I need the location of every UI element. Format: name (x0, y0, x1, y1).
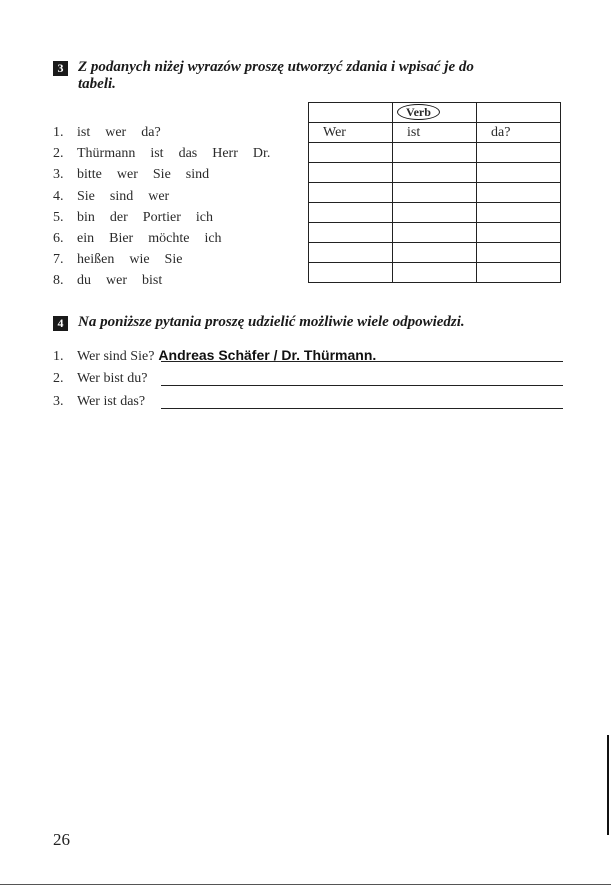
word: da? (141, 125, 161, 140)
exercise-3-number-badge: 3 (53, 61, 68, 76)
exercise-4-number-badge: 4 (53, 316, 68, 331)
table-cell-blank[interactable] (393, 183, 477, 203)
item-number: 8. (53, 273, 64, 288)
item-number: 7. (53, 252, 64, 267)
word-list-item (53, 125, 176, 141)
table-cell-blank[interactable] (309, 223, 393, 243)
word: heißen (77, 252, 115, 267)
page-bottom-edge (0, 884, 611, 885)
table-cell-blank[interactable] (309, 203, 393, 223)
table-header-cell (309, 103, 393, 123)
page-edge-mark (607, 735, 609, 835)
table-cell-blank[interactable] (477, 223, 561, 243)
word: bist (142, 273, 163, 288)
word-list-item (53, 273, 177, 289)
question-row (53, 371, 563, 389)
word: Thürmann (77, 146, 136, 161)
table-cell-blank[interactable] (477, 143, 561, 163)
page-number: 26 (53, 830, 70, 849)
item-number: 1. (53, 125, 64, 140)
word: ich (204, 231, 222, 246)
word: wer (116, 167, 138, 182)
table-empty-row (309, 223, 561, 243)
table-empty-row (309, 143, 561, 163)
table-cell-blank[interactable] (309, 163, 393, 183)
table-cell-blank[interactable] (393, 163, 477, 183)
word: Bier (109, 231, 134, 246)
question-number: 1. (53, 349, 64, 364)
answer-text: Andreas Schäfer / Dr. Thürmann. (158, 347, 377, 363)
table-cell-blank[interactable] (393, 203, 477, 223)
word: ist (77, 125, 91, 140)
question-number: 3. (53, 394, 64, 409)
table-cell: Wer (309, 123, 393, 143)
word-list-item (53, 252, 197, 268)
word: ist (150, 146, 164, 161)
item-number: 4. (53, 189, 64, 204)
word-list-item (53, 167, 224, 183)
table-cell-blank[interactable] (393, 243, 477, 263)
answer-line[interactable] (161, 361, 563, 362)
word: wer (105, 125, 127, 140)
word: Sie (152, 167, 171, 182)
word: bin (77, 210, 95, 225)
word: bitte (77, 167, 102, 182)
word: Portier (142, 210, 181, 225)
table-empty-row (309, 203, 561, 223)
table-header-row (309, 103, 561, 123)
word-list-item (53, 146, 285, 162)
word: möchte (148, 231, 190, 246)
table-cell-blank[interactable] (477, 263, 561, 283)
word: der (109, 210, 128, 225)
answer-line[interactable] (161, 385, 563, 386)
question-number: 2. (53, 371, 64, 386)
word-list-item (53, 231, 237, 247)
table-empty-row (309, 163, 561, 183)
word: sind (109, 189, 134, 204)
exercise-3-answer-table (308, 102, 561, 283)
table-cell-blank[interactable] (393, 223, 477, 243)
answer-line[interactable] (161, 408, 563, 409)
question-text: Wer bist du? (77, 371, 148, 386)
item-number: 2. (53, 146, 64, 161)
table-cell-blank[interactable] (477, 243, 561, 263)
table-empty-row (309, 243, 561, 263)
item-number: 3. (53, 167, 64, 182)
table-cell-blank[interactable] (309, 243, 393, 263)
word: Sie (77, 189, 95, 204)
table-cell-blank[interactable] (477, 183, 561, 203)
exercise-3-title-line1: Z podanych niżej wyrazów proszę utworzyć zdania i wpisać je do (78, 59, 474, 75)
table-cell-blank[interactable] (309, 143, 393, 163)
table-cell: ist (393, 123, 477, 143)
table-header-cell-verb (393, 103, 477, 123)
table-empty-row (309, 263, 561, 283)
word-list-item (53, 189, 184, 205)
table-cell-blank[interactable] (393, 263, 477, 283)
verb-label: Verb (397, 104, 440, 120)
word: sind (185, 167, 210, 182)
question-row (53, 347, 563, 365)
word: ein (77, 231, 95, 246)
exercise-4-title: Na poniższe pytania proszę udzielić możliwie wiele odpowiedzi. (78, 314, 465, 330)
table-cell-blank[interactable] (477, 203, 561, 223)
table-empty-row (309, 183, 561, 203)
word: das (178, 146, 198, 161)
table-example-row (309, 123, 561, 143)
question-text: Wer ist das? (77, 394, 146, 409)
table-cell-blank[interactable] (477, 163, 561, 183)
question-text: Wer sind Sie? (77, 349, 155, 364)
table-cell-blank[interactable] (309, 263, 393, 283)
exercise-3-title-line2: tabeli. (78, 76, 116, 92)
word: wer (106, 273, 127, 288)
table-cell-blank[interactable] (393, 143, 477, 163)
word: wie (129, 252, 150, 267)
table-header-cell (477, 103, 561, 123)
word-list-item (53, 210, 228, 226)
table-cell: da? (477, 123, 561, 143)
word: Dr. (252, 146, 271, 161)
item-number: 5. (53, 210, 64, 225)
word: wer (148, 189, 170, 204)
word: du (77, 273, 91, 288)
item-number: 6. (53, 231, 64, 246)
table-cell-blank[interactable] (309, 183, 393, 203)
question-row (53, 394, 563, 412)
word: Sie (164, 252, 183, 267)
word: Herr (212, 146, 238, 161)
word: ich (195, 210, 213, 225)
